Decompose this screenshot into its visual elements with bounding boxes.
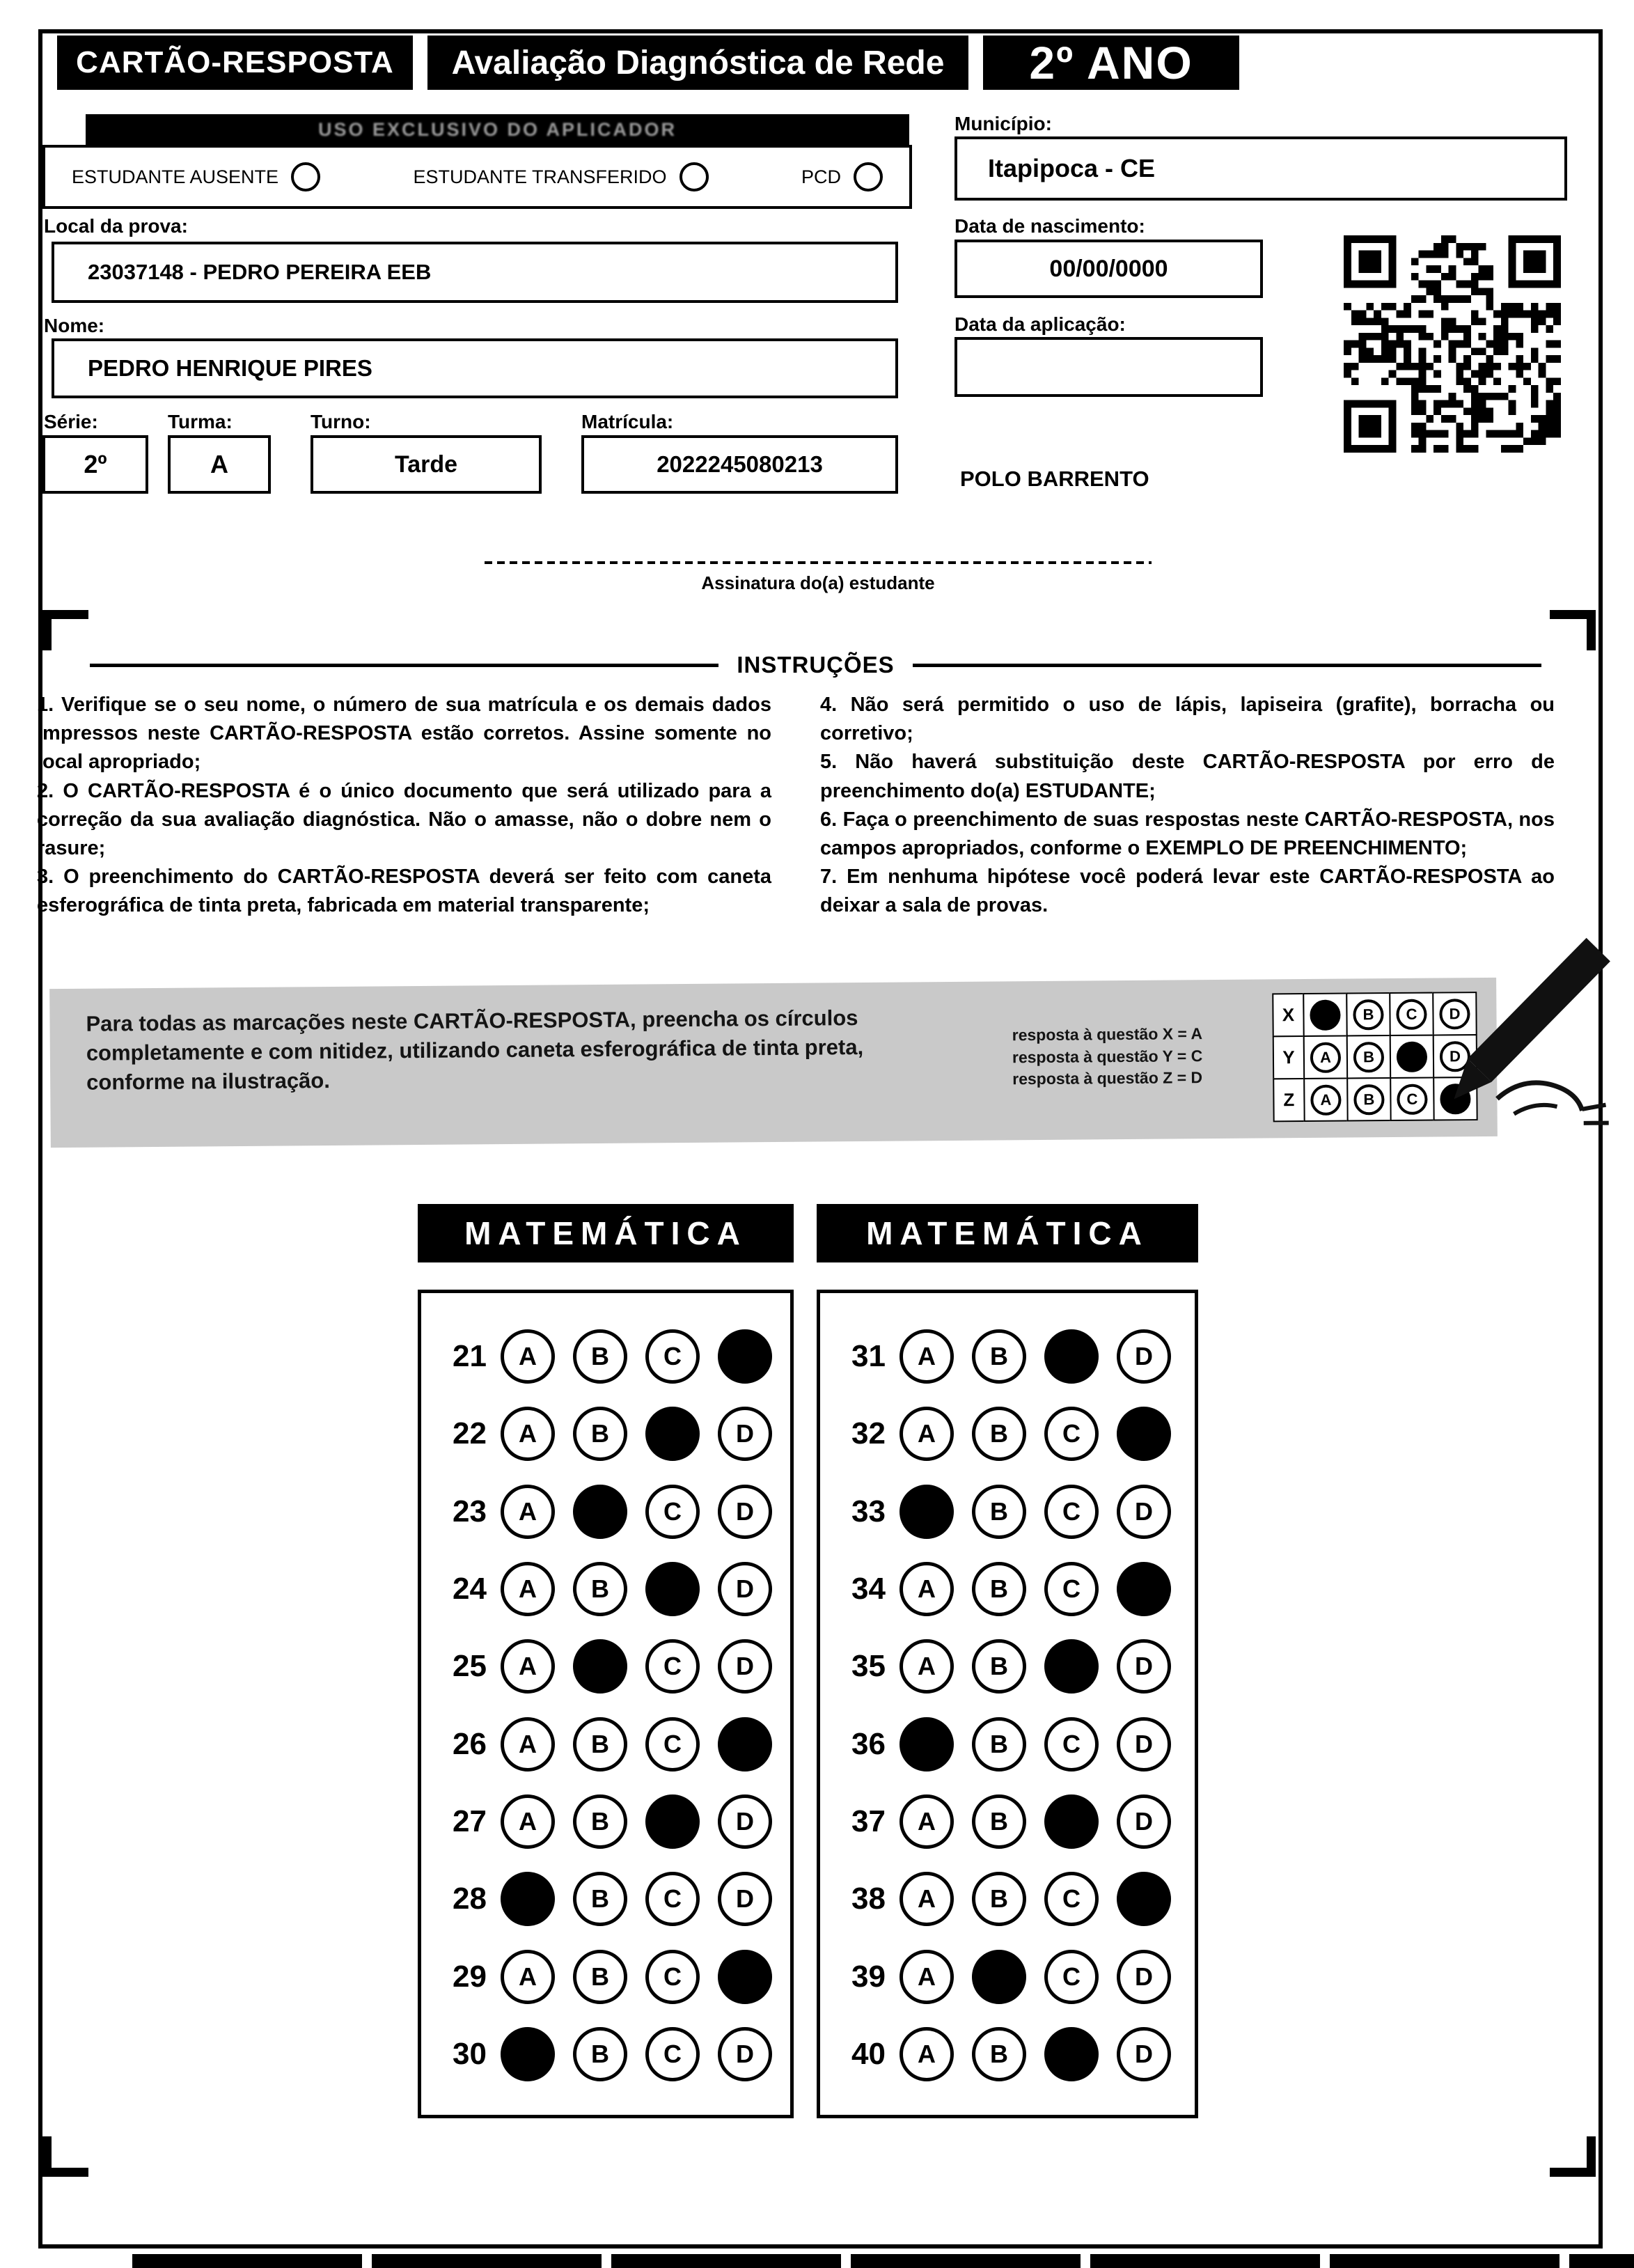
answer-bubble-c[interactable]: C [645,2027,700,2081]
answer-bubble-a[interactable]: A [900,1794,954,1849]
question-number: 21 [453,1339,487,1373]
answer-bubble-a[interactable]: A [501,1329,555,1384]
municipio-value: Itapipoca - CE [988,154,1156,182]
timing-strip [132,2254,1634,2268]
nome-value: PEDRO HENRIQUE PIRES [88,355,372,381]
example-row-label: Y [1273,1035,1305,1079]
example-cell [1346,1077,1391,1122]
instruction-item: 1. Verifique se o seu nome, o número de sua matrícula e os demais dados impressos neste CARTÃO-RESPOSTA estão corretos. Assine somente no local apropriado; [37,694,771,774]
example-cell [1303,1035,1348,1080]
answer-bubble-d[interactable] [718,1329,772,1384]
answer-bubble-b[interactable]: B [972,1329,1026,1384]
answer-bubble-d[interactable]: D [718,1562,772,1616]
answer-bubble-d[interactable] [1117,1407,1171,1461]
question-row [820,1562,1195,1616]
answer-bubble-a[interactable] [501,1872,555,1926]
instructions-title: INSTRUÇÕES [737,652,895,678]
answer-bubble-c[interactable] [645,1794,700,1849]
answer-bubble-d[interactable]: D [1117,1329,1171,1384]
municipio-input[interactable] [955,136,1567,201]
example-bubble-c[interactable]: C [1396,999,1427,1029]
question-number: 30 [453,2036,487,2071]
answer-bubble-b[interactable] [573,1485,627,1539]
turma-value: A [210,450,228,478]
answer-box-2 [817,1290,1198,2118]
question-row [820,1407,1195,1461]
nascimento-input[interactable] [955,240,1263,298]
answer-bubble-c[interactable]: C [645,1639,700,1694]
form-subtitle: Avaliação Diagnóstica de Rede [451,44,945,81]
turno-label: Turno: [311,411,371,432]
question-number: 29 [453,1959,487,1994]
question-row [820,1717,1195,1772]
nascimento-label: Data de nascimento: [955,215,1145,237]
section-1-title: MATEMÁTICA [464,1215,747,1251]
example-bubble-c[interactable]: C [1397,1084,1427,1114]
question-number: 40 [851,2036,886,2071]
question-number: 23 [453,1494,487,1528]
applicator-bar [86,114,909,145]
example-key-line: resposta à questão X = A [1012,1024,1203,1045]
answer-bubble-b[interactable]: B [972,1717,1026,1772]
matricula-value: 2022245080213 [657,451,823,477]
question-row [421,1950,790,2004]
question-row [421,1872,790,1926]
example-row-label: Z [1273,1078,1305,1122]
answer-bubble-b[interactable]: B [573,1794,627,1849]
answer-bubble-a[interactable] [900,1485,954,1539]
example-row-label: X [1272,993,1304,1037]
answer-bubble-a[interactable]: A [501,1485,555,1539]
form-title-bar [57,36,413,90]
answer-bubble-a[interactable]: A [900,1407,954,1461]
answer-bubble-d[interactable]: D [1117,2027,1171,2081]
section-2-header [817,1204,1198,1262]
matricula-label: Matrícula: [581,411,674,432]
instruction-item: 6. Faça o preenchimento de suas respostas neste CARTÃO-RESPOSTA, nos campos apropriados, conforme o EXEMPLO DE PREENCHIMENTO; [820,808,1555,859]
answer-bubble-d[interactable]: D [1117,1639,1171,1694]
form-subtitle-bar [427,36,968,90]
example-bubble-a[interactable] [1310,999,1340,1030]
question-row [421,1329,790,1384]
hand-pen-illustration [1407,933,1617,1143]
answer-bubble-d[interactable]: D [718,1485,772,1539]
grade-label: 2º ANO [1029,37,1193,88]
answer-bubble-a[interactable]: A [900,1562,954,1616]
answer-bubble-a[interactable]: A [501,1639,555,1694]
question-number: 33 [851,1494,886,1528]
divider-line [90,664,718,667]
applicator-option-label: ESTUDANTE AUSENTE [72,166,279,187]
example-text: Para todas as marcações neste CARTÃO-RESPOSTA, preencha os círculos completamente e com nitidez, utilizando caneta esferográfica de tinta preta, conforme na ilustração. [86,1006,864,1095]
answer-bubble-d[interactable] [1117,1562,1171,1616]
instructions-left [37,691,771,920]
answer-bubble-c[interactable]: C [1044,1485,1099,1539]
answer-bubble-b[interactable]: B [972,1794,1026,1849]
answer-bubble-b[interactable]: B [573,1329,627,1384]
answer-bubble-b[interactable] [573,1639,627,1694]
answer-bubble-d[interactable] [718,1717,772,1772]
corner-mark-bottom-left [42,2136,88,2177]
question-number: 38 [851,1882,886,1916]
question-number: 32 [851,1416,886,1451]
answer-bubble-b[interactable]: B [573,1717,627,1772]
answer-bubble-a[interactable]: A [501,1562,555,1616]
question-row [820,1329,1195,1384]
applicator-option-label: ESTUDANTE TRANSFERIDO [413,166,667,187]
local-value: 23037148 - PEDRO PEREIRA EEB [88,260,432,284]
answer-bubble-c[interactable]: C [645,1950,700,2004]
question-row [421,1717,790,1772]
instructions-header [90,652,1541,678]
section-2-title: MATEMÁTICA [866,1215,1149,1251]
answer-bubble-a[interactable]: A [900,1872,954,1926]
applicator-options [42,145,912,209]
example-key [1012,1023,1250,1091]
answer-bubble-c[interactable]: C [1044,1717,1099,1772]
signature-label: Assinatura do(a) estudante [701,572,935,593]
form-title: CARTÃO-RESPOSTA [76,45,394,79]
question-number: 24 [453,1571,487,1606]
grade-bar [983,36,1239,90]
instruction-item: 5. Não haverá substituição deste CARTÃO-RESPOSTA por erro de preenchimento do(a) ESTUDANTE; [820,751,1555,802]
answer-bubble-c[interactable] [1044,1794,1099,1849]
serie-value: 2º [84,450,107,478]
question-number: 39 [851,1959,886,1994]
answer-bubble-a[interactable]: A [900,1639,954,1694]
answer-bubble-a[interactable] [501,2027,555,2081]
serie-input[interactable] [42,435,148,494]
answer-bubble-c[interactable] [1044,1329,1099,1384]
applicator-bar-label: USO EXCLUSIVO DO APLICADOR [317,118,677,140]
municipio-label: Município: [955,113,1052,134]
corner-mark-top-right [1550,610,1596,650]
local-label: Local da prova: [44,215,188,237]
answer-bubble-b[interactable]: B [573,2027,627,2081]
question-row [421,2027,790,2081]
question-number: 22 [453,1416,487,1451]
answer-bubble-c[interactable]: C [1044,1872,1099,1926]
example-key-line: resposta à questão Z = D [1012,1068,1203,1088]
corner-mark-top-left [42,610,88,650]
question-row [421,1407,790,1461]
answer-bubble-a[interactable]: A [501,1407,555,1461]
example-cell [1303,993,1347,1038]
turno-value: Tarde [394,451,458,478]
instructions-right [820,691,1555,920]
answer-bubble-d[interactable]: D [1117,1794,1171,1849]
matricula-input[interactable] [581,435,898,494]
section-1-header [418,1204,794,1262]
answer-bubble-c[interactable] [1044,1639,1099,1694]
answer-bubble-c[interactable]: C [645,1485,700,1539]
answer-bubble-d[interactable]: D [718,1872,772,1926]
polo-label: POLO BARRENTO [960,467,1149,491]
answer-bubble-a[interactable] [900,1717,954,1772]
answer-bubble-b[interactable]: B [972,2027,1026,2081]
example-box [49,978,1498,1148]
answer-bubble-d[interactable]: D [718,1639,772,1694]
question-row [820,1639,1195,1694]
qr-code [1344,235,1561,453]
question-row [820,1950,1195,2004]
question-number: 25 [453,1649,487,1684]
question-row [421,1485,790,1539]
question-row [820,1872,1195,1926]
example-bubble-b[interactable]: B [1353,999,1383,1030]
applicator-option [801,162,883,191]
instruction-item: 4. Não será permitido o uso de lápis, lapiseira (grafite), borracha ou corretivo; [820,694,1555,745]
question-number: 31 [851,1339,886,1373]
answer-bubble-d[interactable]: D [1117,1950,1171,2004]
example-cell [1346,1035,1391,1079]
applicator-option [72,162,320,191]
example-cell [1303,1078,1348,1123]
example-bubble-d[interactable]: D [1439,999,1470,1029]
divider-line [913,664,1541,667]
answer-bubble-d[interactable]: D [718,2027,772,2081]
nome-label: Nome: [44,315,105,336]
question-row [820,2027,1195,2081]
answer-bubble-c[interactable] [1044,2027,1099,2081]
turno-input[interactable] [311,435,542,494]
applicator-option-circle[interactable] [854,162,883,191]
answer-bubble-c[interactable] [645,1407,700,1461]
answer-bubble-a[interactable]: A [501,1717,555,1772]
nascimento-value: 00/00/0000 [1049,255,1168,282]
answer-bubble-d[interactable] [1117,1872,1171,1926]
example-bubble-b[interactable]: B [1353,1042,1384,1072]
answer-bubble-b[interactable]: B [972,1562,1026,1616]
example-bubble-a[interactable]: A [1310,1042,1341,1072]
answer-bubble-b[interactable] [972,1950,1026,2004]
answer-bubble-d[interactable] [718,1950,772,2004]
answer-bubble-b[interactable]: B [573,1872,627,1926]
question-row [421,1794,790,1849]
corner-mark-bottom-right [1550,2136,1596,2177]
answer-bubble-b[interactable]: B [972,1639,1026,1694]
applicator-option [414,162,709,191]
question-number: 36 [851,1726,886,1761]
applicator-option-circle[interactable] [679,162,709,191]
answer-bubble-b[interactable]: B [573,1562,627,1616]
aplicacao-label: Data da aplicação: [955,313,1126,335]
answer-bubble-b[interactable]: B [573,1407,627,1461]
turma-label: Turma: [168,411,233,432]
answer-bubble-c[interactable]: C [645,1717,700,1772]
answer-bubble-c[interactable] [645,1562,700,1616]
answer-bubble-c[interactable]: C [1044,1562,1099,1616]
question-row [421,1562,790,1616]
answer-bubble-c[interactable]: C [1044,1950,1099,2004]
answer-bubble-c[interactable]: C [1044,1407,1099,1461]
answer-bubble-a[interactable]: A [900,1950,954,2004]
answer-bubble-d[interactable]: D [718,1794,772,1849]
answer-bubble-c[interactable]: C [645,1329,700,1384]
answer-bubble-b[interactable]: B [972,1407,1026,1461]
question-number: 28 [453,1882,487,1916]
answer-bubble-d[interactable]: D [1117,1485,1171,1539]
answer-bubble-b[interactable]: B [573,1950,627,2004]
answer-bubble-a[interactable]: A [900,1329,954,1384]
answer-bubble-d[interactable]: D [718,1407,772,1461]
question-number: 35 [851,1649,886,1684]
example-cell [1346,992,1390,1037]
answer-bubble-a[interactable]: A [501,1794,555,1849]
instructions-columns [37,691,1555,920]
applicator-option-label: PCD [801,166,841,187]
answer-box-1 [418,1290,794,2118]
question-row [421,1639,790,1694]
serie-label: Série: [44,411,98,432]
answer-bubble-b[interactable]: B [972,1872,1026,1926]
instruction-item: 7. Em nenhuma hipótese você poderá levar este CARTÃO-RESPOSTA ao deixar a sala de provas. [820,866,1555,917]
answer-bubble-b[interactable]: B [972,1485,1026,1539]
example-key-line: resposta à questão Y = C [1012,1046,1203,1067]
nome-input[interactable] [52,338,898,398]
answer-bubble-d[interactable]: D [1117,1717,1171,1772]
question-number: 26 [453,1726,487,1761]
question-row [820,1794,1195,1849]
applicator-option-circle[interactable] [291,162,320,191]
turma-input[interactable] [168,435,271,494]
instruction-item: 3. O preenchimento do CARTÃO-RESPOSTA deverá ser feito com caneta esferográfica de tinta preta, fabricada em material transparente; [37,866,771,917]
example-bubble-b[interactable]: B [1353,1084,1384,1115]
local-input[interactable] [52,242,898,303]
question-number: 37 [851,1804,886,1838]
question-number: 27 [453,1804,487,1838]
example-bubble-d[interactable]: D [1440,1041,1470,1072]
answer-bubble-a[interactable]: A [900,2027,954,2081]
instruction-item: 2. O CARTÃO-RESPOSTA é o único documento que será utilizado para a correção da sua avaliação diagnóstica. Não o amasse, não o dobre nem o rasure; [37,779,771,859]
example-bubble-a[interactable]: A [1310,1084,1341,1115]
answer-bubble-c[interactable]: C [645,1872,700,1926]
aplicacao-input[interactable] [955,337,1263,397]
answer-bubble-a[interactable]: A [501,1950,555,2004]
signature-line[interactable] [485,561,1152,564]
question-row [820,1485,1195,1539]
question-number: 34 [851,1571,886,1606]
